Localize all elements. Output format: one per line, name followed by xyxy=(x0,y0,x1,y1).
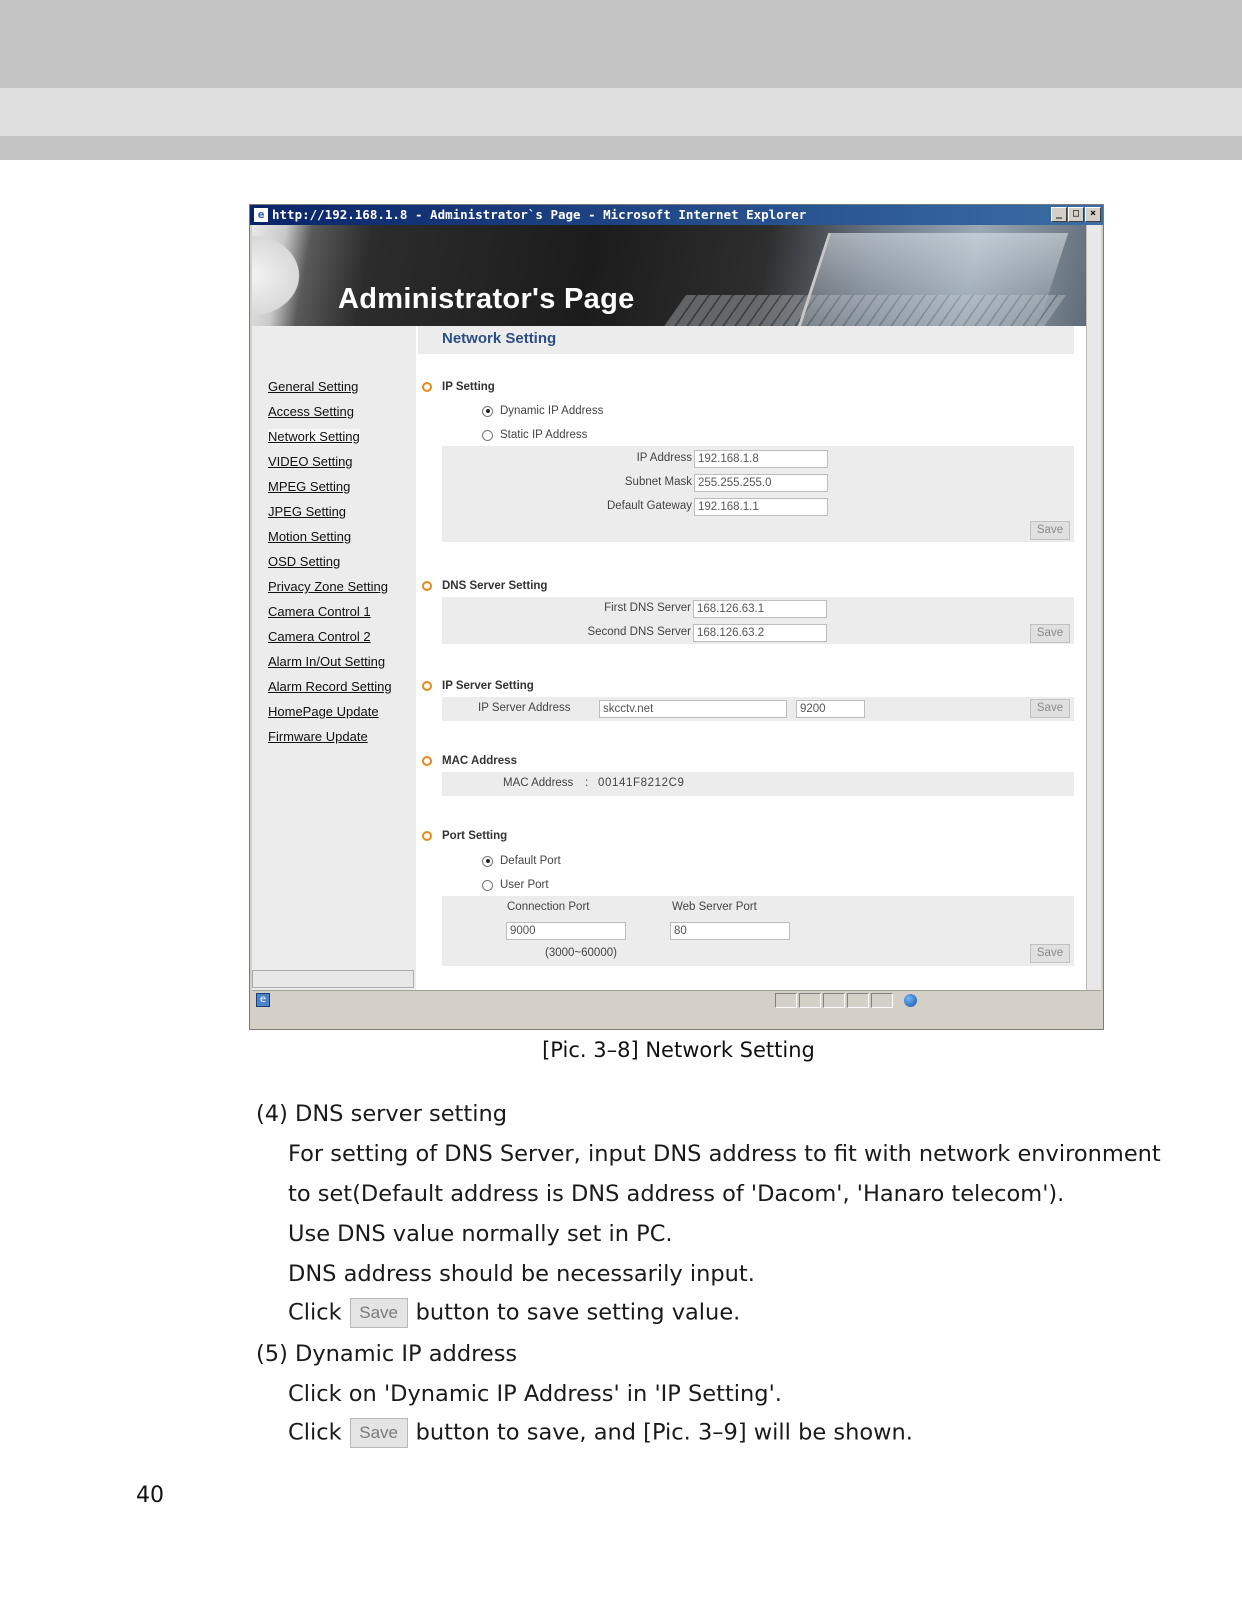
ip-server-address-label: IP Server Address xyxy=(478,702,571,714)
sidebar-item-motion[interactable]: Motion Setting xyxy=(268,529,352,544)
window-titlebar xyxy=(250,205,1103,225)
horizontal-scrollbar[interactable] xyxy=(252,970,414,988)
default-gateway-field[interactable]: 192.168.1.1 xyxy=(694,498,828,516)
section-5-heading: (5) Dynamic IP address xyxy=(256,1341,518,1367)
section-4-line-5 xyxy=(288,1298,740,1328)
sidebar-item-access[interactable]: Access Setting xyxy=(268,404,354,419)
ip-server-title: IP Server Setting xyxy=(442,680,534,692)
inline-save-button: Save xyxy=(350,1298,408,1328)
second-dns-label: Second DNS Server xyxy=(587,626,691,638)
sidebar-item-firmware-update[interactable]: Firmware Update xyxy=(268,729,368,744)
section-4-line-5-tail: button to save setting value. xyxy=(415,1299,741,1326)
ip-server-box xyxy=(442,697,1074,721)
click-word: Click xyxy=(288,1299,342,1326)
click-word: Click xyxy=(288,1419,342,1446)
connection-port-field[interactable]: 9000 xyxy=(506,922,626,940)
ip-setting-title: IP Setting xyxy=(442,381,495,393)
window-title: http://192.168.1.8 - Administrator`s Page - Microsoft Internet Explorer xyxy=(272,207,807,222)
sidebar-item-network[interactable]: Network Setting xyxy=(268,429,360,444)
web-server-port-label: Web Server Port xyxy=(672,901,757,913)
port-save-button[interactable]: Save xyxy=(1030,944,1070,963)
mac-address-box xyxy=(442,772,1074,796)
section-4-heading: (4) DNS server setting xyxy=(256,1101,507,1127)
ip-server-save-button[interactable]: Save xyxy=(1030,699,1070,718)
section-5-line-2 xyxy=(288,1418,913,1448)
ip-address-field[interactable]: 192.168.1.8 xyxy=(694,450,828,468)
figure-caption: [Pic. 3–8] Network Setting xyxy=(542,1038,815,1062)
sidebar-item-camera-control-1[interactable]: Camera Control 1 xyxy=(268,604,371,619)
mac-separator: : xyxy=(585,777,589,789)
static-ip-label: Static IP Address xyxy=(500,429,588,441)
page-header-band xyxy=(0,0,1242,88)
sidebar-item-osd[interactable]: OSD Setting xyxy=(268,554,341,569)
sidebar-item-alarm-record[interactable]: Alarm Record Setting xyxy=(268,679,392,694)
maximize-button[interactable]: □ xyxy=(1068,207,1084,222)
subnet-mask-label: Subnet Mask xyxy=(624,476,692,488)
port-setting-title: Port Setting xyxy=(442,830,508,842)
sidebar xyxy=(252,326,416,990)
default-gateway-label: Default Gateway xyxy=(606,500,692,512)
dynamic-ip-radio[interactable] xyxy=(482,406,493,417)
banner-laptop-graphic xyxy=(796,233,1068,326)
user-port-option[interactable] xyxy=(482,879,549,891)
close-button[interactable]: × xyxy=(1085,207,1101,222)
section-4-line-4: DNS address should be necessarily input. xyxy=(288,1261,755,1287)
section-5-line-1: Click on 'Dynamic IP Address' in 'IP Setting'. xyxy=(288,1381,782,1407)
sidebar-item-general[interactable]: General Setting xyxy=(268,379,359,394)
mac-address-value: 00141F8212C9 xyxy=(598,777,685,789)
sidebar-item-privacy-zone[interactable]: Privacy Zone Setting xyxy=(268,579,388,594)
dynamic-ip-option[interactable] xyxy=(482,405,603,417)
port-range-hint: (3000~60000) xyxy=(545,947,617,959)
status-cell xyxy=(871,993,893,1008)
section-4-line-2: to set(Default address is DNS address of 'Dacom', 'Hanaro telecom'). xyxy=(288,1181,1065,1207)
status-cell xyxy=(775,993,797,1008)
subnet-mask-field[interactable]: 255.255.255.0 xyxy=(694,474,828,492)
network-setting-panel xyxy=(418,326,1078,990)
first-dns-field[interactable]: 168.126.63.1 xyxy=(693,600,827,618)
window-controls xyxy=(1051,207,1101,222)
section-heading-bar xyxy=(418,326,1074,354)
page-header-band-lower xyxy=(0,136,1242,160)
user-port-radio[interactable] xyxy=(482,880,493,891)
sidebar-item-video[interactable]: VIDEO Setting xyxy=(268,454,353,469)
status-cell xyxy=(823,993,845,1008)
mac-address-label: MAC Address xyxy=(503,777,574,789)
dns-setting-box xyxy=(442,597,1074,644)
minimize-button[interactable]: _ xyxy=(1051,207,1067,222)
bullet-icon xyxy=(422,831,432,841)
browser-window xyxy=(249,204,1104,1030)
page-number: 40 xyxy=(136,1483,164,1508)
bullet-icon xyxy=(422,756,432,766)
section-4-line-3: Use DNS value normally set in PC. xyxy=(288,1221,673,1247)
port-setting-box xyxy=(442,896,1074,966)
internet-zone-icon xyxy=(904,994,917,1007)
page-header-band-light xyxy=(0,88,1242,136)
sidebar-item-jpeg[interactable]: JPEG Setting xyxy=(268,504,347,519)
dns-save-button[interactable]: Save xyxy=(1030,624,1070,643)
user-port-label: User Port xyxy=(500,879,549,891)
admin-banner xyxy=(252,225,1101,326)
static-ip-radio[interactable] xyxy=(482,430,493,441)
sidebar-item-alarm-in-out[interactable]: Alarm In/Out Setting xyxy=(268,654,386,669)
static-ip-option[interactable] xyxy=(482,429,587,441)
web-server-port-field[interactable]: 80 xyxy=(670,922,790,940)
vertical-scrollbar[interactable] xyxy=(1086,225,1101,990)
mac-address-title: MAC Address xyxy=(442,755,517,767)
status-cell xyxy=(799,993,821,1008)
sidebar-item-mpeg[interactable]: MPEG Setting xyxy=(268,479,351,494)
ie-icon: e xyxy=(253,207,269,223)
first-dns-label: First DNS Server xyxy=(604,602,691,614)
status-cell xyxy=(847,993,869,1008)
page-title: Network Setting xyxy=(442,330,557,347)
ip-save-button[interactable]: Save xyxy=(1030,521,1070,540)
ip-server-address-field[interactable]: skcctv.net xyxy=(599,700,787,718)
banner-title: Administrator's Page xyxy=(338,283,635,315)
sidebar-item-homepage-update[interactable]: HomePage Update xyxy=(268,704,379,719)
ip-address-label: IP Address xyxy=(636,452,692,464)
ip-setting-box xyxy=(442,446,1074,542)
page-icon: e xyxy=(256,993,270,1007)
banner-curve-graphic xyxy=(252,225,312,326)
dns-setting-title: DNS Server Setting xyxy=(442,580,548,592)
dynamic-ip-label: Dynamic IP Address xyxy=(500,405,604,417)
bullet-icon xyxy=(422,681,432,691)
default-port-radio[interactable] xyxy=(482,856,493,867)
section-5-line-2-tail: button to save, and [Pic. 3–9] will be shown. xyxy=(415,1419,913,1446)
second-dns-field[interactable]: 168.126.63.2 xyxy=(693,624,827,642)
status-bar xyxy=(252,990,1101,1010)
ip-server-port-field[interactable]: 9200 xyxy=(796,700,865,718)
browser-client-area xyxy=(252,326,1086,990)
bullet-icon xyxy=(422,382,432,392)
sidebar-item-camera-control-2[interactable]: Camera Control 2 xyxy=(268,629,371,644)
bullet-icon xyxy=(422,581,432,591)
default-port-label: Default Port xyxy=(500,855,561,867)
connection-port-label: Connection Port xyxy=(507,901,590,913)
section-4-line-1: For setting of DNS Server, input DNS address to fit with network environment xyxy=(288,1141,1161,1167)
default-port-option[interactable] xyxy=(482,855,561,867)
inline-save-button: Save xyxy=(350,1418,408,1448)
